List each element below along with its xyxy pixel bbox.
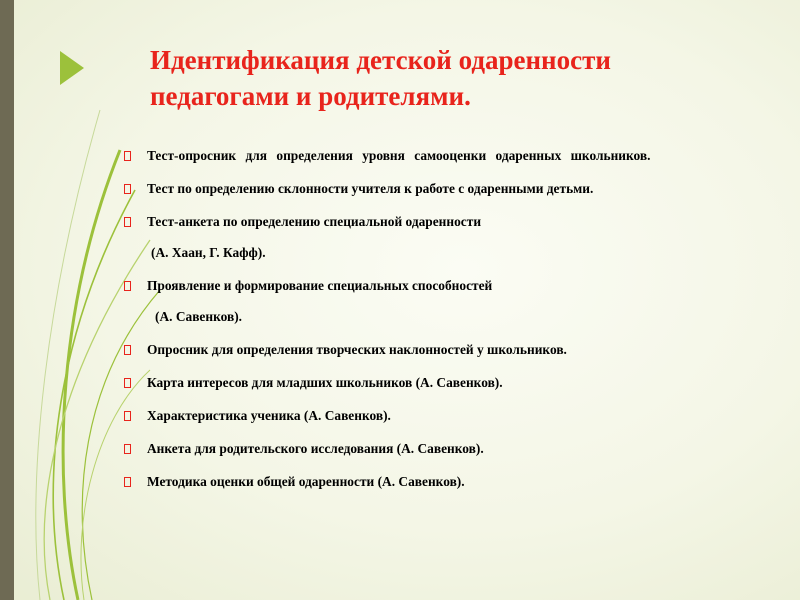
list-item-text: Опросник для определения творческих наклонностей у школьников. [147,342,567,357]
methods-list [124,146,752,491]
square-bullet-icon [124,345,131,355]
title-line-2: педагогами и родителями. [150,81,471,111]
list-item [124,276,752,326]
arrow-marker [60,51,84,85]
list-item-continuation: (А. Савенков). [155,309,243,324]
list-item-text: Тест-анкета по определению специальной одаренности [147,214,482,229]
list-item [124,179,752,198]
list-item [124,212,752,262]
list-item-text: Карта интересов для младших школьников (А. Савенков). [147,375,503,390]
list-item-text: Тест-опросник для определения уровня самооценки одаренных школьников. [147,148,651,163]
square-bullet-icon [124,151,131,161]
list-item-text: Анкета для родительского исследования (А. Савенков). [147,441,484,456]
list-item [124,406,752,425]
list-item [124,146,752,165]
list-item-text: Методика оценки общей одаренности (А. Савенков). [147,474,465,489]
square-bullet-icon [124,477,131,487]
square-bullet-icon [124,217,131,227]
square-bullet-icon [124,444,131,454]
square-bullet-icon [124,184,131,194]
list-item-text: Проявление и формирование специальных способностей [147,278,493,293]
list-item-text: Характеристика ученика (А. Савенков). [147,408,391,423]
slide-title [150,42,770,114]
title-line-1: Идентификация детской одаренности [150,45,611,75]
list-item [124,472,752,491]
square-bullet-icon [124,378,131,388]
list-item [124,439,752,458]
list-item-text: Тест по определению склонности учителя к работе с одаренными детьми. [147,181,594,196]
list-item-continuation: (А. Хаан, Г. Кафф). [151,245,266,260]
list-item [124,373,752,392]
square-bullet-icon [124,281,131,291]
list-item [124,340,752,359]
square-bullet-icon [124,411,131,421]
